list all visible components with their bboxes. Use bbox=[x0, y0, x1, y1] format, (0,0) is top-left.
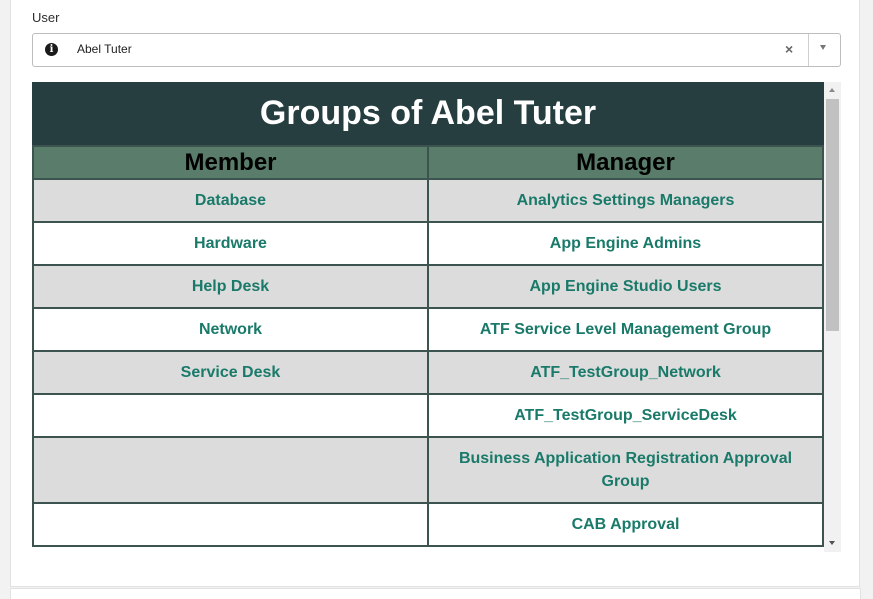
table-row bbox=[33, 222, 823, 265]
user-field-label: User bbox=[32, 10, 60, 25]
member-cell bbox=[33, 503, 428, 546]
vertical-scrollbar[interactable] bbox=[824, 82, 841, 552]
manager-cell[interactable]: Analytics Settings Managers bbox=[428, 179, 823, 222]
column-header-manager: Manager bbox=[428, 146, 823, 179]
table-row bbox=[33, 394, 823, 437]
manager-cell[interactable]: App Engine Admins bbox=[428, 222, 823, 265]
scroll-down-arrow-icon[interactable] bbox=[829, 541, 835, 545]
member-cell bbox=[33, 437, 428, 503]
member-cell[interactable]: Hardware bbox=[33, 222, 428, 265]
table-row bbox=[33, 179, 823, 222]
table-row bbox=[33, 437, 823, 503]
member-cell[interactable]: Service Desk bbox=[33, 351, 428, 394]
table-row bbox=[33, 503, 823, 546]
caret-down-icon[interactable] bbox=[820, 45, 826, 50]
manager-cell[interactable]: App Engine Studio Users bbox=[428, 265, 823, 308]
manager-cell[interactable]: ATF Service Level Management Group bbox=[428, 308, 823, 351]
user-select[interactable] bbox=[32, 33, 841, 67]
info-icon[interactable]: i bbox=[45, 43, 58, 56]
member-cell[interactable]: Network bbox=[33, 308, 428, 351]
member-cell bbox=[33, 394, 428, 437]
table-header-row bbox=[33, 146, 823, 179]
member-cell[interactable]: Help Desk bbox=[33, 265, 428, 308]
clear-icon[interactable]: × bbox=[785, 41, 794, 57]
user-select-value[interactable]: Abel Tuter bbox=[77, 42, 132, 56]
manager-cell[interactable]: CAB Approval bbox=[428, 503, 823, 546]
table-row bbox=[33, 351, 823, 394]
column-header-member: Member bbox=[33, 146, 428, 179]
groups-table bbox=[32, 145, 824, 547]
report-content bbox=[32, 82, 824, 547]
report-title: Groups of Abel Tuter bbox=[32, 82, 824, 145]
table-row bbox=[33, 308, 823, 351]
table-row bbox=[33, 265, 823, 308]
manager-cell[interactable]: ATF_TestGroup_ServiceDesk bbox=[428, 394, 823, 437]
scroll-up-arrow-icon[interactable] bbox=[829, 88, 835, 92]
panel-footer bbox=[10, 588, 861, 599]
scroll-thumb[interactable] bbox=[826, 99, 839, 331]
report-viewport[interactable] bbox=[32, 82, 841, 552]
manager-cell[interactable]: ATF_TestGroup_Network bbox=[428, 351, 823, 394]
select-divider bbox=[808, 34, 809, 66]
member-cell[interactable]: Database bbox=[33, 179, 428, 222]
manager-cell[interactable]: Business Application Registration Approval Group bbox=[428, 437, 823, 503]
